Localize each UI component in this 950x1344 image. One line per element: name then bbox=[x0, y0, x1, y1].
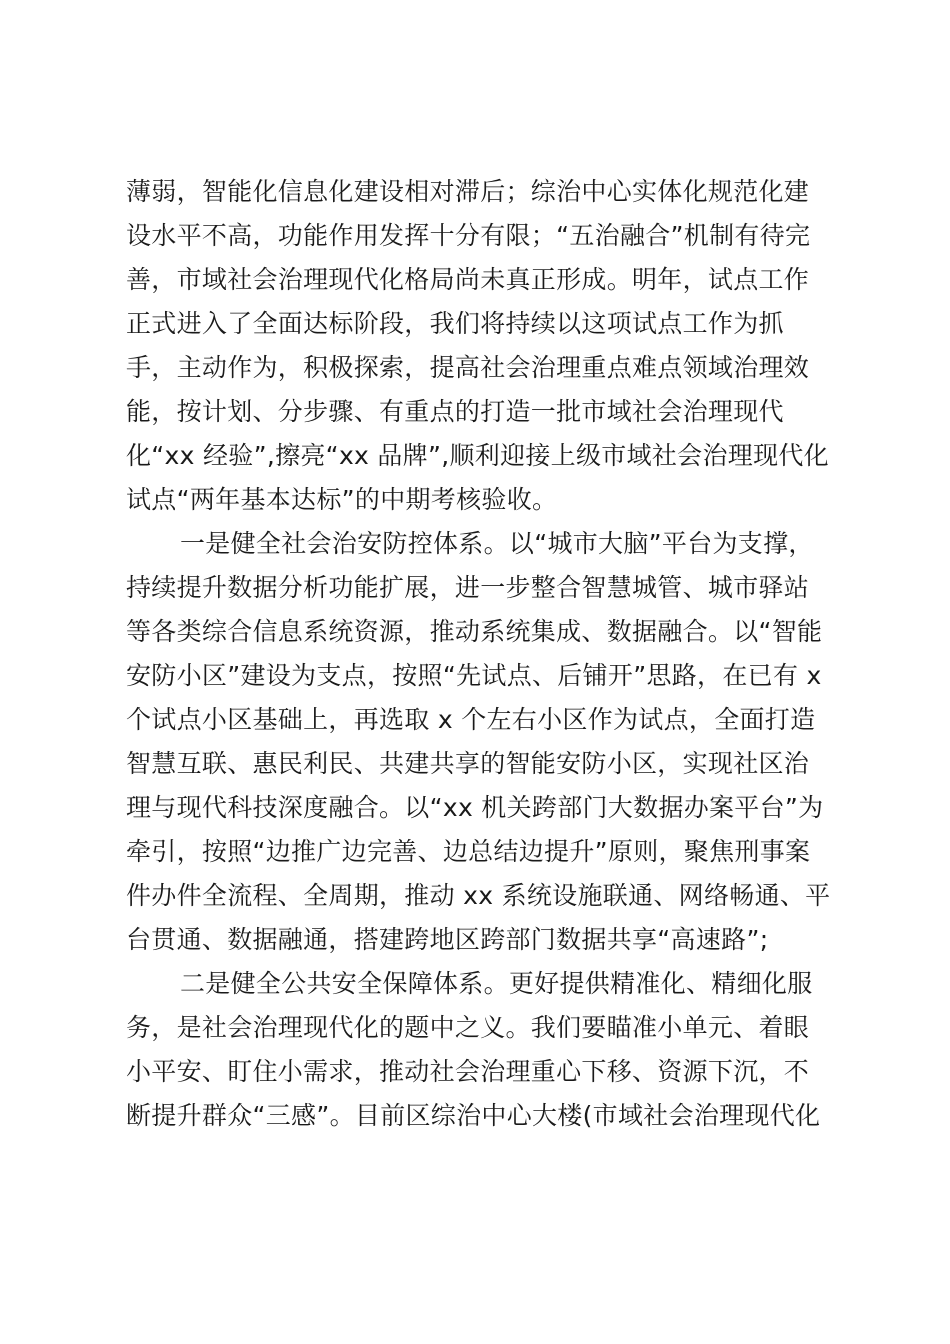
text-line: 台贯通、数据融通，搭建跨地区跨部门数据共享“高速路”; bbox=[126, 925, 769, 954]
text-line: 正式进入了全面达标阶段，我们将持续以这项试点工作为抓 bbox=[126, 309, 784, 338]
text-line: 小平安、盯住小需求，推动社会治理重心下移、资源下沉，不 bbox=[126, 1057, 810, 1086]
text-line: 持续提升数据分析功能扩展，进一步整合智慧城管、城市驿站 bbox=[126, 573, 810, 602]
text-line: 化“xx 经验”,擦亮“xx 品牌”,顺利迎接上级市域社会治理现代化 bbox=[126, 441, 829, 470]
text-line: 件办件全流程、全周期，推动 xx 系统设施联通、网络畅通、平 bbox=[126, 881, 831, 910]
text-line: 薄弱，智能化信息化建设相对滞后；综治中心实体化规范化建 bbox=[126, 177, 810, 206]
text-line: 设水平不高，功能作用发挥十分有限；“五治融合”机制有待完 bbox=[126, 221, 811, 250]
text-line: 手，主动作为，积极探索，提高社会治理重点难点领域治理效 bbox=[126, 353, 810, 382]
text-line: 能，按计划、分步骤、有重点的打造一批市域社会治理现代 bbox=[126, 397, 784, 426]
text-line: 智慧互联、惠民利民、共建共享的智能安防小区，实现社区治 bbox=[126, 749, 810, 778]
text-line: 牵引，按照“边推广边完善、边总结边提升”原则，聚焦刑事案 bbox=[126, 837, 811, 866]
text-line: 断提升群众“三感”。目前区综治中心大楼(市域社会治理现代化 bbox=[126, 1101, 821, 1130]
text-line: 等各类综合信息系统资源，推动系统集成、数据融合。以“智能 bbox=[126, 617, 823, 646]
text-line: 务，是社会治理现代化的题中之义。我们要瞄准小单元、着眼 bbox=[126, 1013, 810, 1042]
text-line: 安防小区”建设为支点，按照“先试点、后铺开”思路，在已有 x bbox=[126, 661, 822, 690]
paragraph-first-line: 二是健全公共安全保障体系。更好提供精准化、精细化服 bbox=[180, 969, 813, 998]
text-line: 试点“两年基本达标”的中期考核验收。 bbox=[126, 485, 558, 514]
text-line: 理与现代科技深度融合。以“xx 机关跨部门大数据办案平台”为 bbox=[126, 793, 824, 822]
text-line: 善，市域社会治理现代化格局尚未真正形成。明年，试点工作 bbox=[126, 265, 810, 294]
text-line: 个试点小区基础上，再选取 x 个左右小区作为试点，全面打造 bbox=[126, 705, 816, 734]
paragraph-first-line: 一是健全社会治安防控体系。以“城市大脑”平台为支撑， bbox=[180, 529, 814, 558]
